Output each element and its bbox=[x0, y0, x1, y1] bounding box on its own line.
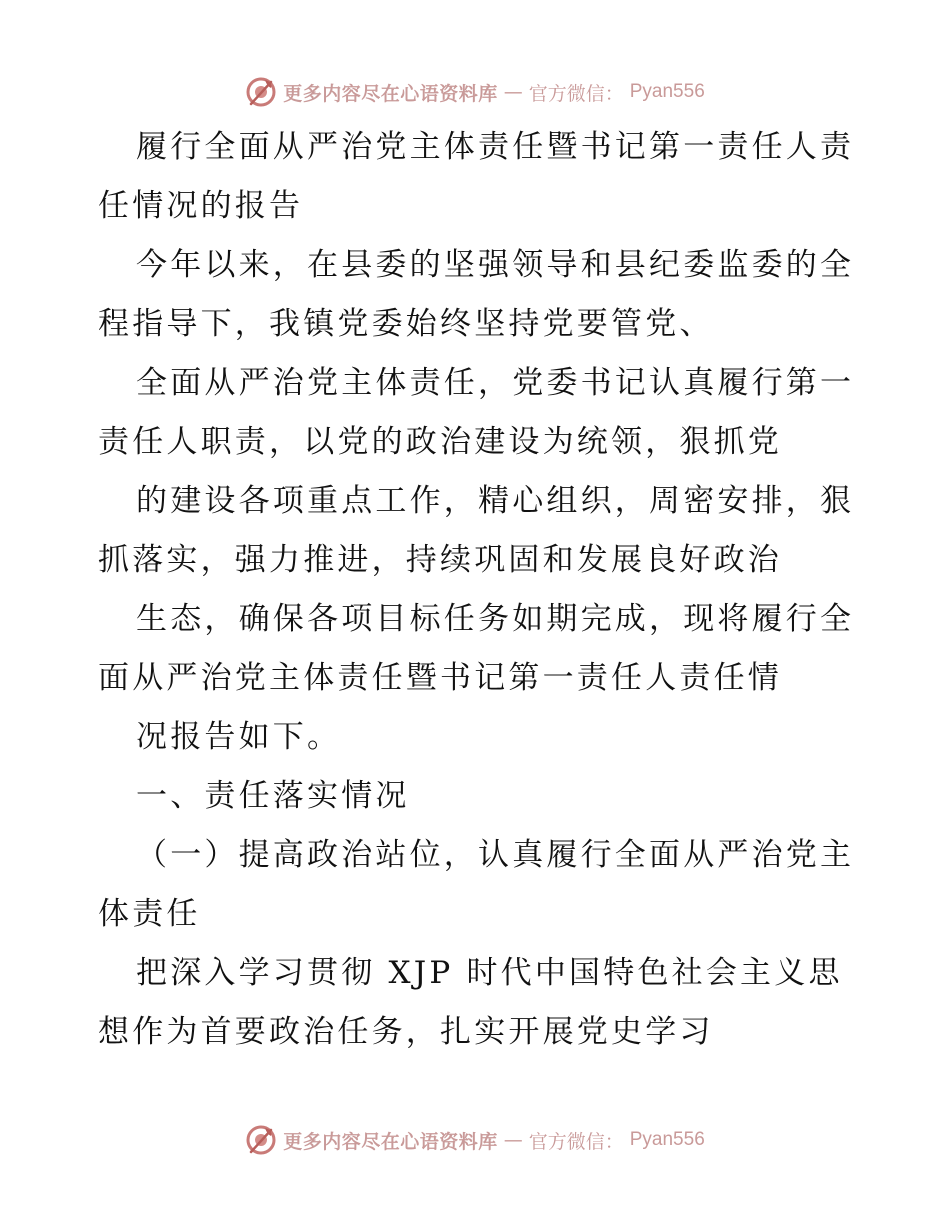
text-line: 想作为首要政治任务，扎实开展党史学习 bbox=[98, 1014, 714, 1050]
text-line: 况报告如下。 bbox=[136, 719, 342, 755]
watermark-label: 官方微信： bbox=[528, 1130, 624, 1153]
watermark-separator: — bbox=[503, 1129, 523, 1151]
text-lines bbox=[0, 118, 950, 1062]
watermark-separator: — bbox=[503, 81, 523, 103]
text-line: 任情况的报告 bbox=[98, 188, 304, 224]
footer-watermark bbox=[0, 1120, 950, 1160]
text-line: 生态，确保各项目标任务如期完成，现将履行全 bbox=[136, 601, 855, 637]
document-body bbox=[0, 118, 950, 1062]
subsection-heading: （一）提高政治站位，认真履行全面从严治党主 bbox=[136, 837, 855, 873]
subsection-heading-cont: 体责任 bbox=[98, 896, 201, 932]
quill-logo-icon bbox=[245, 1124, 277, 1156]
text-line: 今年以来，在县委的坚强领导和县纪委监委的全 bbox=[136, 247, 855, 283]
text-line: 程指导下，我镇党委始终坚持党要管党、 bbox=[98, 306, 714, 342]
text-line: 把深入学习贯彻 XJP 时代中国特色社会主义思 bbox=[136, 955, 843, 991]
watermark-title: 更多内容尽在心语资料库 bbox=[283, 82, 498, 105]
text-line: 的建设各项重点工作，精心组织，周密安排，狠 bbox=[136, 483, 855, 519]
watermark-title: 更多内容尽在心语资料库 bbox=[283, 1130, 498, 1153]
text-line: 面从严治党主体责任暨书记第一责任人责任情 bbox=[98, 660, 782, 696]
quill-logo-icon bbox=[245, 76, 277, 108]
text-line: 责任人职责，以党的政治建设为统领，狠抓党 bbox=[98, 424, 782, 460]
text-line: 全面从严治党主体责任，党委书记认真履行第一 bbox=[136, 365, 855, 401]
watermark-wechat-id: Pyan556 bbox=[629, 1129, 705, 1150]
text-line: 抓落实，强力推进，持续巩固和发展良好政治 bbox=[98, 542, 782, 578]
section-heading: 一、责任落实情况 bbox=[136, 778, 410, 814]
text-line: 履行全面从严治党主体责任暨书记第一责任人责 bbox=[136, 129, 855, 165]
watermark-wechat-id: Pyan556 bbox=[629, 81, 705, 102]
watermark-label: 官方微信： bbox=[528, 82, 624, 105]
header-watermark bbox=[0, 72, 950, 112]
